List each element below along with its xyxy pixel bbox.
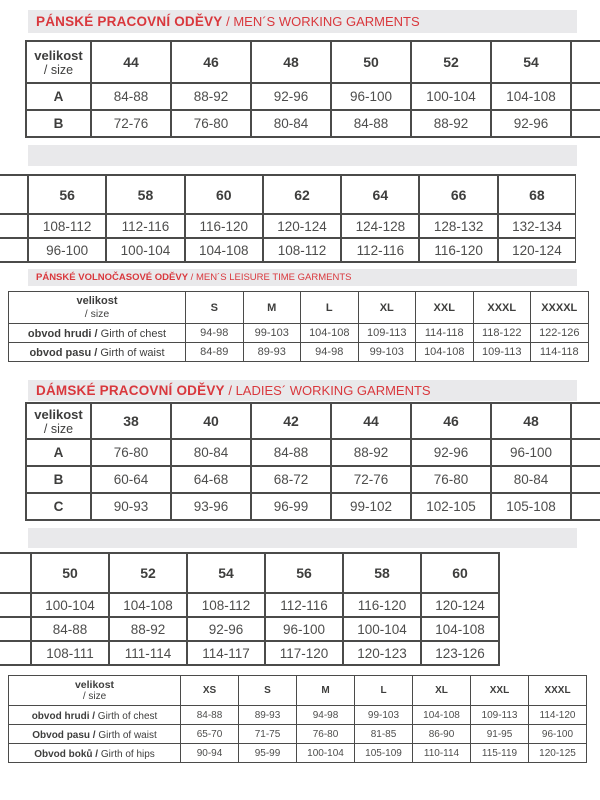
size-label-czech: velikost	[34, 406, 83, 422]
value-cell: 120-123	[343, 641, 421, 665]
mens-sizes-44-54-wrap	[25, 40, 600, 138]
clipped-cell	[571, 83, 600, 110]
value-cell: 92-96	[411, 439, 491, 466]
size-header-cell: XL	[413, 676, 471, 706]
value-cell: 116-120	[185, 214, 263, 238]
clipped-cell	[0, 617, 31, 641]
table-row	[26, 439, 600, 466]
size-header-cell: 50	[31, 553, 109, 593]
table-row	[26, 83, 600, 110]
table-row	[9, 725, 587, 744]
clipped-cell	[571, 41, 600, 83]
value-cell: 108-112	[187, 593, 265, 617]
value-cell: 88-92	[109, 617, 187, 641]
value-cell: 99-103	[355, 706, 413, 725]
value-cell: 80-84	[491, 466, 571, 493]
value-cell: 76-80	[91, 439, 171, 466]
size-header-cell: 42	[251, 403, 331, 439]
row-label-cell: B	[26, 466, 91, 493]
size-header-cell: 40	[171, 403, 251, 439]
row-label-czech: obvod hrudi /	[31, 711, 96, 722]
size-header-cell: M	[297, 676, 355, 706]
value-cell: 109-113	[471, 706, 529, 725]
value-cell: 76-80	[171, 110, 251, 137]
size-header-cell: 48	[491, 403, 571, 439]
size-header-cell: 52	[109, 553, 187, 593]
size-header-cell: 58	[106, 175, 184, 214]
value-cell: 120-125	[529, 744, 587, 763]
size-header-cell: 50	[331, 41, 411, 83]
value-cell: 112-116	[341, 238, 419, 262]
value-cell: 104-108	[413, 706, 471, 725]
value-cell: 94-98	[186, 324, 244, 343]
title-english-text: / MEN´S LEISURE TIME GARMENTS	[188, 272, 352, 283]
value-cell: 80-84	[171, 439, 251, 466]
divider-bar	[28, 145, 577, 166]
clipped-cell	[0, 238, 28, 262]
table-row	[9, 343, 589, 362]
table-header-row	[26, 403, 600, 439]
size-header-cell: 38	[91, 403, 171, 439]
row-label-czech: Obvod boků /	[34, 749, 99, 760]
value-cell: 118-122	[473, 324, 531, 343]
mens-sizes-56-68-table	[0, 174, 576, 263]
value-cell: 94-98	[297, 706, 355, 725]
ladies-sizes-38-48-wrap	[25, 402, 600, 522]
value-cell: 120-124	[421, 593, 499, 617]
table-row	[0, 617, 499, 641]
table-row	[9, 706, 587, 725]
row-label-czech: obvod pasu /	[29, 347, 98, 359]
mens-sizes-56-68-wrap	[0, 174, 576, 264]
value-cell: 104-108	[109, 593, 187, 617]
section-title-mens-working	[28, 10, 577, 33]
value-cell: 102-105	[411, 493, 491, 520]
row-label-czech: Obvod pasu /	[32, 730, 96, 741]
size-label-english: / size	[82, 691, 107, 702]
value-cell: 72-76	[91, 110, 171, 137]
value-cell: 84-88	[251, 439, 331, 466]
size-header-cell: XS	[181, 676, 239, 706]
size-header-cell: 60	[421, 553, 499, 593]
size-label-cell	[9, 676, 181, 706]
clipped-cell	[0, 553, 31, 593]
size-header-cell: S	[186, 292, 244, 324]
value-cell: 93-96	[171, 493, 251, 520]
value-cell: 108-111	[31, 641, 109, 665]
size-header-cell: 66	[419, 175, 497, 214]
row-label-cell	[9, 744, 181, 763]
value-cell: 95-99	[239, 744, 297, 763]
size-header-cell: 62	[263, 175, 341, 214]
clipped-cell	[571, 403, 600, 439]
size-header-cell: 48	[251, 41, 331, 83]
value-cell: 96-99	[251, 493, 331, 520]
value-cell: 76-80	[411, 466, 491, 493]
size-header-cell: 68	[498, 175, 576, 214]
value-cell: 96-100	[529, 725, 587, 744]
size-header-cell: M	[243, 292, 301, 324]
row-label-english: Girth of chest	[97, 328, 167, 340]
section-title-ladies-working	[28, 380, 577, 401]
value-cell: 84-89	[186, 343, 244, 362]
size-header-cell: 44	[331, 403, 411, 439]
table-row	[26, 493, 600, 520]
row-label-cell: A	[26, 83, 91, 110]
table-row	[26, 466, 600, 493]
size-header-cell: L	[355, 676, 413, 706]
value-cell: 86-90	[413, 725, 471, 744]
table-row	[9, 744, 587, 763]
row-label-cell: A	[26, 439, 91, 466]
value-cell: 122-126	[531, 324, 589, 343]
clipped-cell	[571, 439, 600, 466]
value-cell: 128-132	[419, 214, 497, 238]
table-header-row	[26, 41, 600, 83]
size-label-cell	[9, 292, 186, 324]
row-label-english: Girth of waist	[97, 347, 165, 359]
value-cell: 90-94	[181, 744, 239, 763]
value-cell: 114-118	[416, 324, 474, 343]
value-cell: 114-120	[529, 706, 587, 725]
clipped-cell	[571, 110, 600, 137]
size-label-english: / size	[43, 62, 74, 77]
value-cell: 81-85	[355, 725, 413, 744]
value-cell: 92-96	[491, 110, 571, 137]
table-row	[0, 214, 576, 238]
table-header-row	[0, 175, 576, 214]
ladies-sizes-38-48-table	[25, 402, 600, 521]
value-cell: 109-113	[473, 343, 531, 362]
value-cell: 120-124	[498, 238, 576, 262]
size-header-cell: XXL	[416, 292, 474, 324]
size-header-cell: XXL	[471, 676, 529, 706]
table-header-row	[9, 292, 589, 324]
value-cell: 108-112	[28, 214, 106, 238]
row-label-cell	[9, 725, 181, 744]
value-cell: 120-124	[263, 214, 341, 238]
size-header-cell: 56	[265, 553, 343, 593]
value-cell: 71-75	[239, 725, 297, 744]
ladies-sizes-50-60-wrap	[0, 552, 500, 666]
size-header-cell: 56	[28, 175, 106, 214]
table-row	[0, 641, 499, 665]
size-header-cell: XL	[358, 292, 416, 324]
value-cell: 65-70	[181, 725, 239, 744]
value-cell: 84-88	[31, 617, 109, 641]
value-cell: 94-98	[301, 343, 359, 362]
value-cell: 90-93	[91, 493, 171, 520]
value-cell: 110-114	[413, 744, 471, 763]
value-cell: 105-109	[355, 744, 413, 763]
row-label-english: Girth of waist	[95, 730, 157, 741]
value-cell: 116-120	[419, 238, 497, 262]
size-label-cell	[26, 41, 91, 83]
size-header-cell: S	[239, 676, 297, 706]
mens-leisure-girth-table	[8, 291, 589, 362]
value-cell: 76-80	[297, 725, 355, 744]
table-row	[0, 238, 576, 262]
size-header-cell: L	[301, 292, 359, 324]
row-label-cell	[9, 324, 186, 343]
value-cell: 112-116	[106, 214, 184, 238]
value-cell: 84-88	[331, 110, 411, 137]
value-cell: 88-92	[171, 83, 251, 110]
size-header-cell: 60	[185, 175, 263, 214]
size-header-cell: 58	[343, 553, 421, 593]
value-cell: 84-88	[91, 83, 171, 110]
title-czech-text: DÁMSKÉ PRACOVNÍ ODĚVY	[36, 383, 225, 398]
value-cell: 60-64	[91, 466, 171, 493]
size-label-english: / size	[43, 421, 74, 436]
clipped-cell	[0, 593, 31, 617]
value-cell: 72-76	[331, 466, 411, 493]
ladies-sizes-50-60-table	[0, 552, 500, 666]
value-cell: 88-92	[411, 110, 491, 137]
value-cell: 89-93	[239, 706, 297, 725]
value-cell: 115-119	[471, 744, 529, 763]
value-cell: 99-103	[358, 343, 416, 362]
size-label-english: / size	[84, 308, 110, 320]
value-cell: 114-117	[187, 641, 265, 665]
row-label-czech: obvod hrudi /	[27, 328, 98, 340]
size-header-cell: 52	[411, 41, 491, 83]
clipped-cell	[571, 466, 600, 493]
size-header-cell: XXXL	[529, 676, 587, 706]
table-row	[9, 324, 589, 343]
value-cell: 100-104	[31, 593, 109, 617]
value-cell: 104-108	[301, 324, 359, 343]
value-cell: 100-104	[297, 744, 355, 763]
size-header-cell: 46	[171, 41, 251, 83]
size-header-cell: 54	[187, 553, 265, 593]
size-header-cell: 54	[491, 41, 571, 83]
row-label-english: Girth of hips	[98, 749, 155, 760]
row-label-cell: B	[26, 110, 91, 137]
clipped-cell	[0, 175, 28, 214]
row-label-cell: C	[26, 493, 91, 520]
size-header-cell: XXXXL	[531, 292, 589, 324]
value-cell: 96-100	[265, 617, 343, 641]
value-cell: 132-134	[498, 214, 576, 238]
clipped-cell	[0, 641, 31, 665]
value-cell: 96-100	[491, 439, 571, 466]
value-cell: 96-100	[28, 238, 106, 262]
value-cell: 91-95	[471, 725, 529, 744]
value-cell: 104-108	[491, 83, 571, 110]
value-cell: 104-108	[185, 238, 263, 262]
value-cell: 100-104	[411, 83, 491, 110]
value-cell: 68-72	[251, 466, 331, 493]
value-cell: 96-100	[331, 83, 411, 110]
value-cell: 123-126	[421, 641, 499, 665]
value-cell: 111-114	[109, 641, 187, 665]
size-header-cell: 44	[91, 41, 171, 83]
value-cell: 92-96	[251, 83, 331, 110]
value-cell: 116-120	[343, 593, 421, 617]
size-label-czech: velikost	[76, 295, 118, 307]
row-label-english: Girth of chest	[95, 711, 158, 722]
value-cell: 88-92	[331, 439, 411, 466]
value-cell: 84-88	[181, 706, 239, 725]
value-cell: 104-108	[416, 343, 474, 362]
value-cell: 108-112	[263, 238, 341, 262]
size-header-cell: XXXL	[473, 292, 531, 324]
divider-bar	[28, 528, 577, 548]
title-czech-text: PÁNSKÉ PRACOVNÍ ODĚVY	[36, 14, 223, 29]
table-row	[0, 593, 499, 617]
value-cell: 100-104	[106, 238, 184, 262]
value-cell: 89-93	[243, 343, 301, 362]
table-header-row	[0, 553, 499, 593]
size-label-czech: velikost	[34, 47, 83, 63]
value-cell: 109-113	[358, 324, 416, 343]
clipped-cell	[571, 493, 600, 520]
value-cell: 99-103	[243, 324, 301, 343]
clipped-cell	[0, 214, 28, 238]
table-row	[26, 110, 600, 137]
title-english-text: / LADIES´ WORKING GARMENTS	[224, 383, 431, 398]
value-cell: 64-68	[171, 466, 251, 493]
title-english-text: / MEN´S WORKING GARMENTS	[222, 14, 420, 29]
value-cell: 80-84	[251, 110, 331, 137]
table-header-row	[9, 676, 587, 706]
value-cell: 100-104	[343, 617, 421, 641]
size-header-cell: 64	[341, 175, 419, 214]
row-label-cell	[9, 343, 186, 362]
value-cell: 124-128	[341, 214, 419, 238]
value-cell: 104-108	[421, 617, 499, 641]
value-cell: 114-118	[531, 343, 589, 362]
section-title-mens-leisure	[28, 269, 577, 286]
ladies-girth-table	[8, 675, 587, 763]
size-label-cell	[26, 403, 91, 439]
value-cell: 99-102	[331, 493, 411, 520]
value-cell: 92-96	[187, 617, 265, 641]
row-label-cell	[9, 706, 181, 725]
value-cell: 105-108	[491, 493, 571, 520]
size-label-czech: velikost	[74, 679, 115, 691]
value-cell: 112-116	[265, 593, 343, 617]
mens-sizes-44-54-table	[25, 40, 600, 138]
size-header-cell: 46	[411, 403, 491, 439]
title-czech-text: PÁNSKÉ VOLNOČASOVÉ ODĚVY	[36, 272, 189, 283]
value-cell: 117-120	[265, 641, 343, 665]
